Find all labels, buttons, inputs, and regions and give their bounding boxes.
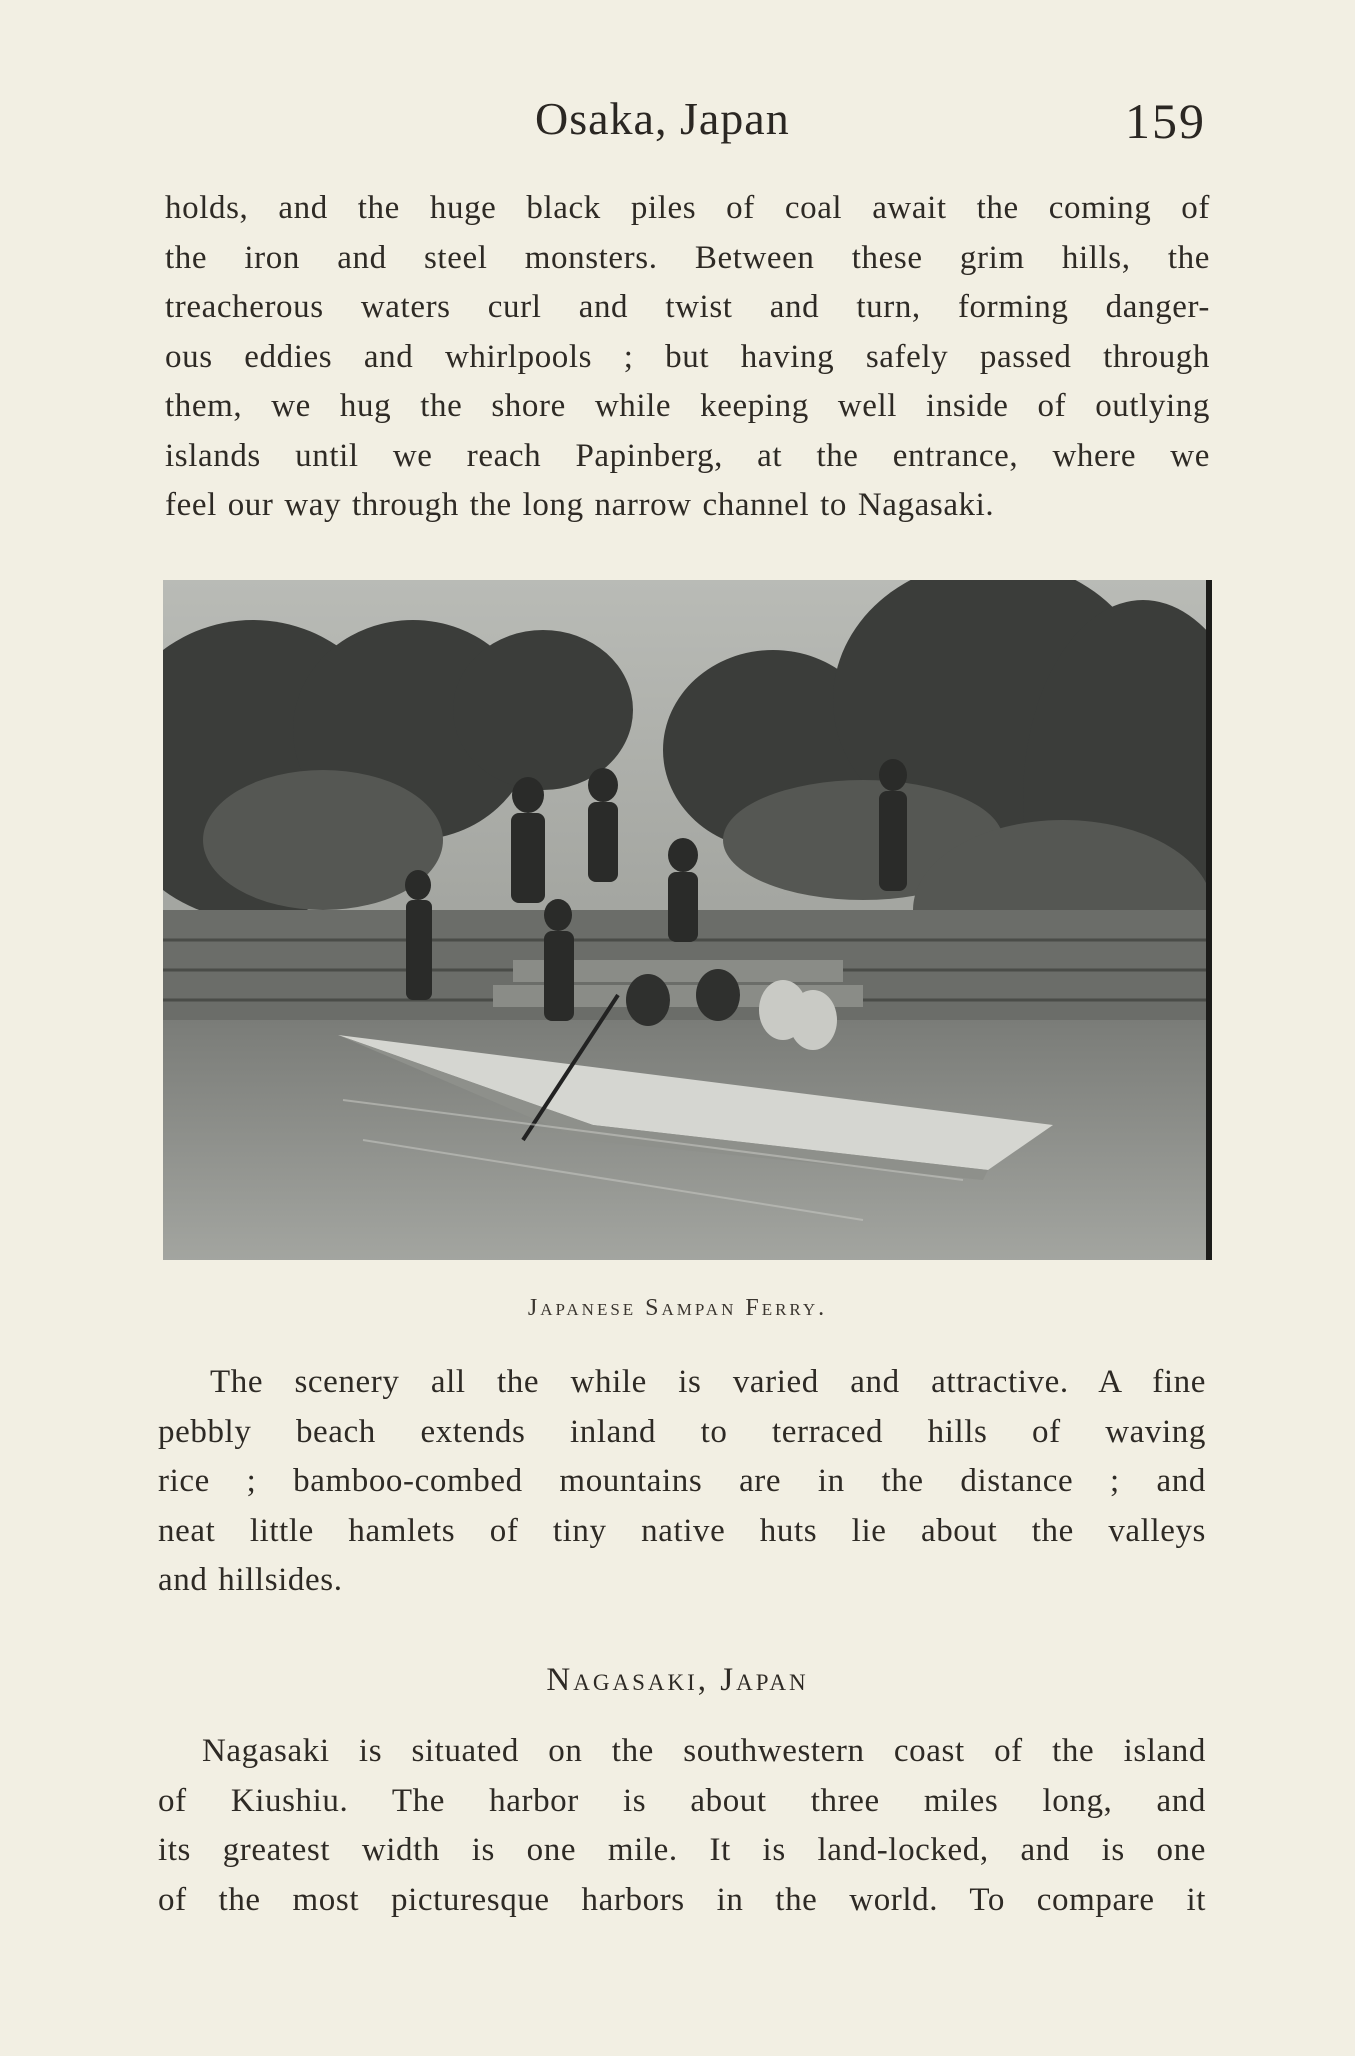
text-line: pebbly beach extends inland to terraced hills of waving	[158, 1413, 1206, 1450]
text-line: its greatest width is one mile. It is land-locked, and is one	[158, 1832, 1206, 1868]
text-line: holds, and the huge black piles of coal await the coming of	[165, 190, 1210, 226]
text-line: neat little hamlets of tiny native huts lie about the valleys	[158, 1512, 1206, 1549]
text-line: rice ; bamboo-combed mountains are in the distance ; and	[158, 1463, 1206, 1499]
photograph-image	[163, 580, 1206, 1260]
section-heading: Nagasaki, Japan	[546, 1662, 809, 1698]
text-line: islands until we reach Papinberg, at the entrance, where we	[165, 437, 1210, 474]
text-line: of the most picturesque harbors in the world. To compare it	[158, 1881, 1206, 1918]
text-line: and hillsides.	[158, 1562, 343, 1598]
sampan-ferry-photograph	[163, 580, 1212, 1260]
paragraph-3	[158, 1727, 1206, 1925]
text-line: Nagasaki is situated on the southwestern coast of the island	[202, 1733, 1206, 1769]
running-title: Osaka, Japan	[535, 93, 790, 144]
text-line: them, we hug the shore while keeping well inside of outlying	[165, 388, 1210, 424]
paragraph-2	[158, 1358, 1206, 1606]
figure-caption: Japanese Sampan Ferry.	[527, 1295, 828, 1321]
text-line: The scenery all the while is varied and attractive. A fine	[210, 1364, 1206, 1400]
text-line: feel our way through the long narrow channel to Nagasaki.	[165, 487, 995, 523]
text-line: treacherous waters curl and twist and turn, forming danger-	[165, 289, 1210, 325]
page-number: 159	[1125, 93, 1206, 149]
paragraph-1	[165, 184, 1210, 531]
text-line: ous eddies and whirlpools ; but having safely passed through	[165, 338, 1210, 375]
text-line: the iron and steel monsters. Between these grim hills, the	[165, 239, 1210, 276]
text-line: of Kiushiu. The harbor is about three miles long, and	[158, 1782, 1206, 1819]
